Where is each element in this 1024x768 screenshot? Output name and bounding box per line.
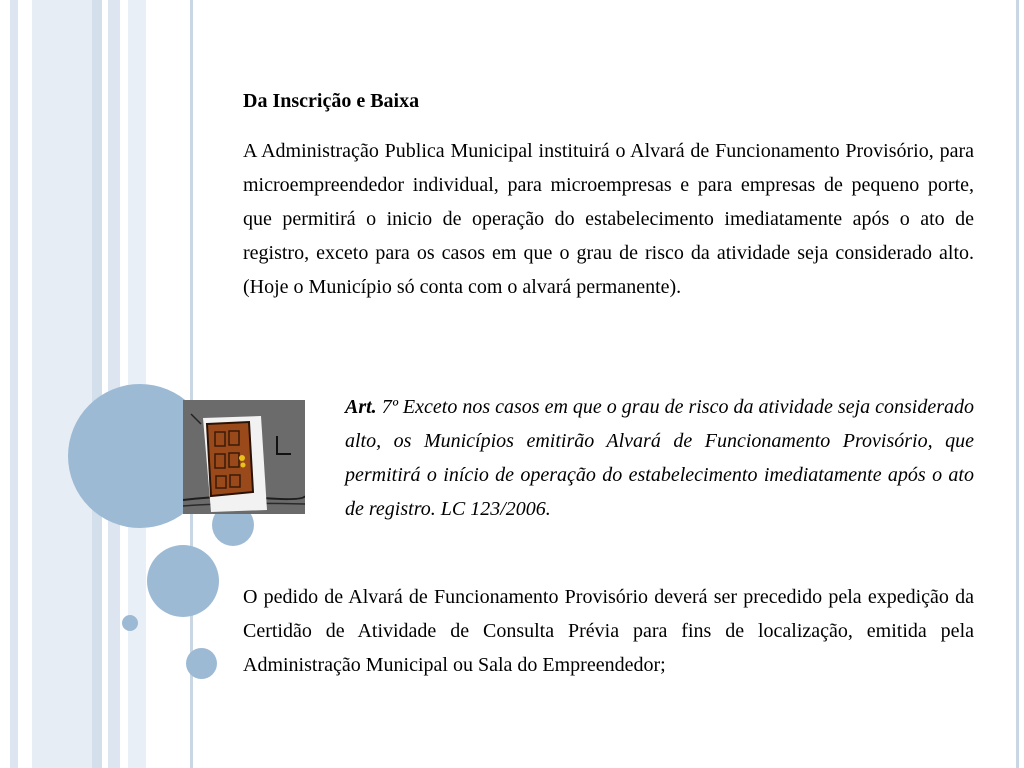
decor-circle-small	[186, 648, 217, 679]
decor-stripe	[0, 0, 10, 768]
quote-article-label: Art.	[345, 396, 377, 418]
quote-art-7	[345, 390, 974, 526]
door-icon	[183, 400, 305, 514]
quote-article-number: 7º	[381, 396, 398, 418]
paragraph-pedido-alvara: O pedido de Alvará de Funcionamento Provisório deverá ser precedido pela expedição da Certidão de Atividade de Consulta Prévia para fins de localização, emitida pela Administração Municipal ou Sala do Empreendedor;	[243, 586, 974, 676]
slide-content	[243, 84, 974, 304]
decor-stripe	[108, 0, 120, 768]
decor-stripe	[18, 0, 32, 768]
quote-text: Exceto nos casos em que o grau de risco da atividade seja considerado alto, os Municípios emitirão Alvará de Funcionamento Provisório, que permitirá o início de operação do estabelecimento imediatamente após o ato de registro. LC 123/2006.	[345, 396, 975, 520]
decor-stripe	[32, 0, 92, 768]
decor-stripe	[120, 0, 128, 768]
slide-heading: Da Inscrição e Baixa	[243, 90, 420, 112]
decor-stripe	[146, 0, 190, 768]
door-image	[183, 400, 305, 514]
decor-stripe	[92, 0, 102, 768]
decor-stripe	[10, 0, 18, 768]
decor-circle-tiny	[122, 615, 138, 631]
paragraph-alvara-provisorio: A Administração Publica Municipal instituirá o Alvará de Funcionamento Provisório, para microempreendedor individual, para microempresas e para empresas de pequeno porte, que permitirá o inicio de operação do estabelecimento imediatamente após o ato de registro, exceto para os casos em que o grau de risco da atividade seja considerado alto. (Hoje o Município só conta com o alvará permanente).	[243, 140, 974, 298]
decor-divider-right	[1016, 0, 1019, 768]
decor-circle-medium	[147, 545, 219, 617]
